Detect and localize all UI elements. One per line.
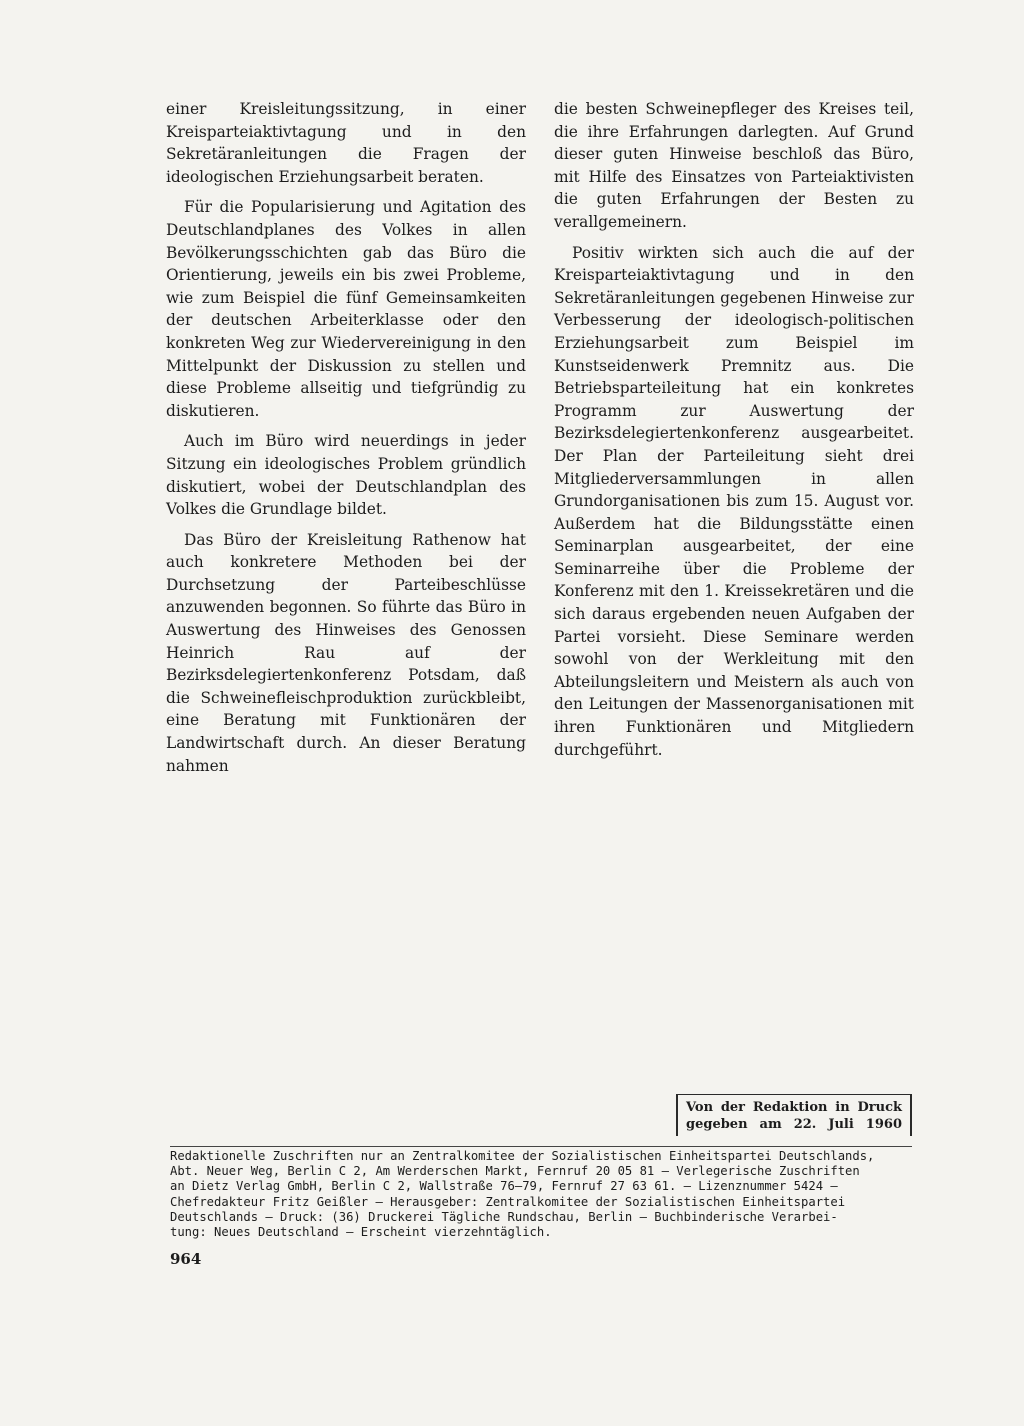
- print-date-box: [676, 1094, 912, 1136]
- paragraph: einer Kreisleitungssitzung, in einer Kreisparteiaktivtagung und in den Sekretäranleitungen die Fragen der ideologischen Erziehungsarbeit beraten.: [166, 100, 526, 186]
- print-date-line: gegeben am 22. Juli 1960: [686, 1117, 902, 1132]
- imprint-line: Abt. Neuer Weg, Berlin C 2, Am Werderschen Markt, Fernruf 20 05 81 — Verlegerische Zuschriften: [170, 1164, 860, 1179]
- paragraph: die besten Schweinepfleger des Kreises teil, die ihre Erfahrungen darlegten. Auf Grund dieser guten Hinweise beschloß das Büro, mit Hilfe des Einsatzes von Parteiaktivisten die guten Erfahrungen der Besten zu verallgemeinern.: [554, 100, 914, 231]
- print-date-line: Von der Redaktion in Druck: [686, 1100, 902, 1115]
- paragraph: Auch im Büro wird neuerdings in jeder Sitzung ein ideologisches Problem gründlich diskutiert, wobei der Deutschlandplan des Volkes die Grundlage bildet.: [166, 432, 526, 519]
- page-number: 964: [170, 1250, 202, 1268]
- paragraph: Für die Popularisierung und Agitation des Deutschlandplanes des Volkes in allen Bevölkerungsschichten gab das Büro die Orientierung, jeweils ein bis zwei Probleme, wie zum Beispiel die fünf Gemeinsamkeiten der deutschen Arbeiterklasse oder den konkreten Weg zur Wiedervereinigung in den Mittelpunkt der Diskussion zu stellen und diese Probleme allseitig und tiefgründig zu diskutieren.: [166, 198, 526, 420]
- imprint-line: Redaktionelle Zuschriften nur an Zentralkomitee der Sozialistischen Einheitspartei Deutschlands,: [170, 1149, 875, 1163]
- right-column: [554, 98, 914, 769]
- imprint-line: tung: Neues Deutschland — Erscheint vierzehntäglich.: [170, 1225, 552, 1240]
- paragraph: Das Büro der Kreisleitung Rathenow hat auch konkretere Methoden bei der Durchsetzung der Parteibeschlüsse anzuwenden begonnen. So führte das Büro in Auswertung des Hinweises des Genossen Heinrich Rau auf der Bezirksdelegiertenkonferenz Potsdam, daß die Schweinefleischproduktion zurückbleibt, eine Beratung mit Funktionären der Landwirtschaft durch. An dieser Beratung nahmen: [166, 530, 526, 775]
- left-column: [166, 98, 526, 785]
- imprint-line: an Dietz Verlag GmbH, Berlin C 2, Wallstraße 76—79, Fernruf 27 63 61. — Lizenznummer 5424 —: [170, 1179, 838, 1194]
- imprint-line: Chefredakteur Fritz Geißler — Herausgeber: Zentralkomitee der Sozialistischen Einheitspartei: [170, 1194, 846, 1209]
- paragraph: Positiv wirkten sich auch die auf der Kreisparteiaktivtagung und in den Sekretäranleitungen gegebenen Hinweise zur Verbesserung der ideologisch-politischen Erziehungsarbeit zum Beispiel im Kunstseidenwerk Premnitz aus. Die Betriebsparteileitung hat ein konkretes Programm zur Auswertung der Bezirksdelegiertenkonferenz ausgearbeitet. Der Plan der Parteileitung sieht drei Mitgliederversammlungen in allen Grundorganisationen bis zum 15. August vor. Außerdem hat die Bildungsstätte einen Seminarplan ausgearbeitet, der eine Seminarreihe über die Probleme der Konferenz mit den 1. Kreissekretären und die sich daraus ergebenden neuen Aufgaben der Partei vorsieht. Diese Seminare werden sowohl von der Werkleitung mit den Abteilungsleitern und Meistern als auch von den Leitungen der Massenorganisationen mit ihren Funktionären und Mitgliedern durchgeführt.: [554, 243, 914, 759]
- imprint: [170, 1146, 912, 1240]
- imprint-line: Deutschlands — Druck: (36) Druckerei Tägliche Rundschau, Berlin — Buchbinderische Verarbei-: [170, 1209, 838, 1224]
